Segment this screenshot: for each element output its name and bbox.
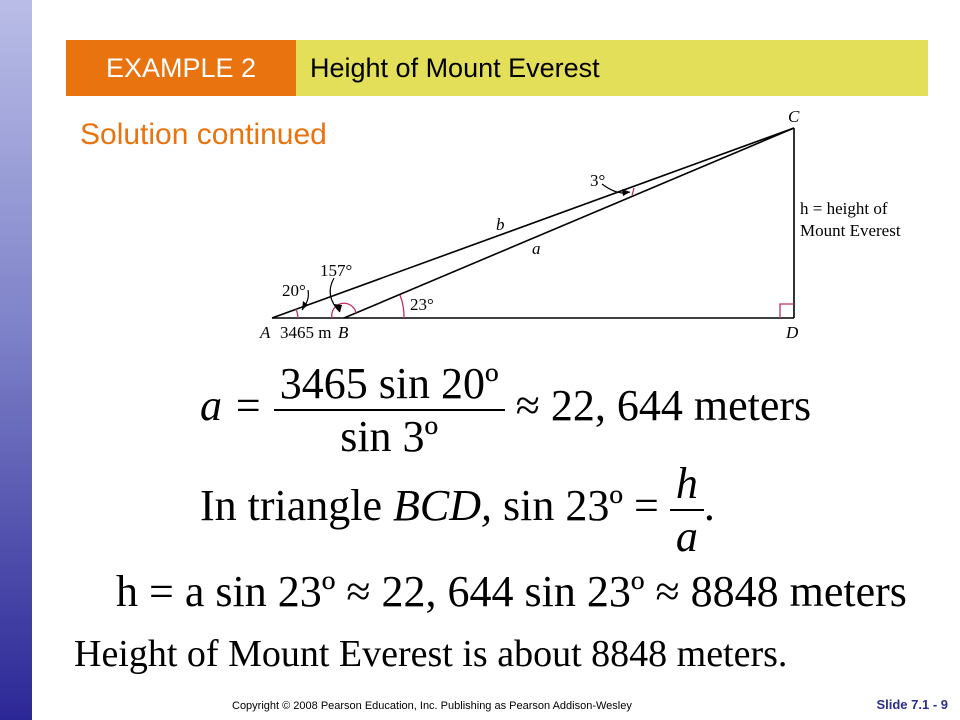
angle-23-label: 23° — [410, 295, 434, 314]
side-a-label: a — [532, 239, 541, 258]
angle-20-label: 20° — [282, 281, 306, 300]
eq2-fraction — [670, 458, 704, 562]
h-label-line2: Mount Everest — [800, 221, 901, 240]
slide-header — [66, 40, 928, 96]
eq1-denominator: sin 3º — [274, 409, 505, 462]
eq2-denominator: a — [670, 509, 704, 562]
eq2-prefix: In triangle — [200, 481, 394, 531]
eq2-triangle: BCD, — [393, 481, 493, 531]
arrowhead-3 — [622, 189, 630, 196]
eq1-result: ≈ 22, 644 meters — [515, 381, 812, 431]
eq1-lhs: a = — [200, 381, 263, 431]
label-d: D — [786, 323, 799, 342]
eq2-suffix: . — [703, 481, 715, 531]
right-angle-marker — [780, 304, 794, 318]
slide-number: Slide 7.1 - 9 — [876, 697, 948, 712]
h-label-line1: h = height of — [800, 199, 888, 218]
equation-triangle-bcd — [200, 458, 715, 562]
side-gradient-bar — [0, 0, 32, 720]
angle-arc-c — [632, 188, 634, 196]
angle-157-label: 157° — [320, 261, 353, 280]
triangle-diagram — [250, 100, 930, 350]
label-b-vertex: B — [338, 323, 349, 342]
label-a-vertex: A — [260, 323, 271, 342]
eq2-expr: sin 23º = — [503, 481, 659, 531]
conclusion-text: Height of Mount Everest is about 8848 meters. — [74, 633, 788, 675]
side-b — [272, 128, 794, 318]
copyright-text: Copyright © 2008 Pearson Education, Inc. Publishing as Pearson Addison-Wesley — [232, 700, 632, 712]
slide-title: Height of Mount Everest — [296, 40, 928, 96]
label-3465m: 3465 m — [280, 323, 332, 342]
solution-subheading: Solution continued — [80, 118, 327, 151]
eq1-fraction — [274, 358, 505, 462]
side-b-label: b — [496, 215, 505, 234]
equation-h: h = a sin 23º ≈ 22, 644 sin 23º ≈ 8848 meters — [116, 567, 907, 616]
angle-3-label: 3° — [590, 171, 606, 190]
example-label: EXAMPLE 2 — [66, 40, 296, 96]
angle-arc-23 — [400, 295, 404, 318]
label-c: C — [788, 107, 800, 126]
arrowhead-157 — [334, 304, 342, 312]
side-a — [344, 128, 794, 318]
angle-arc-a — [296, 309, 298, 318]
eq1-numerator: 3465 sin 20º — [279, 359, 499, 408]
eq2-numerator: h — [675, 459, 698, 508]
equation-a — [200, 358, 811, 462]
